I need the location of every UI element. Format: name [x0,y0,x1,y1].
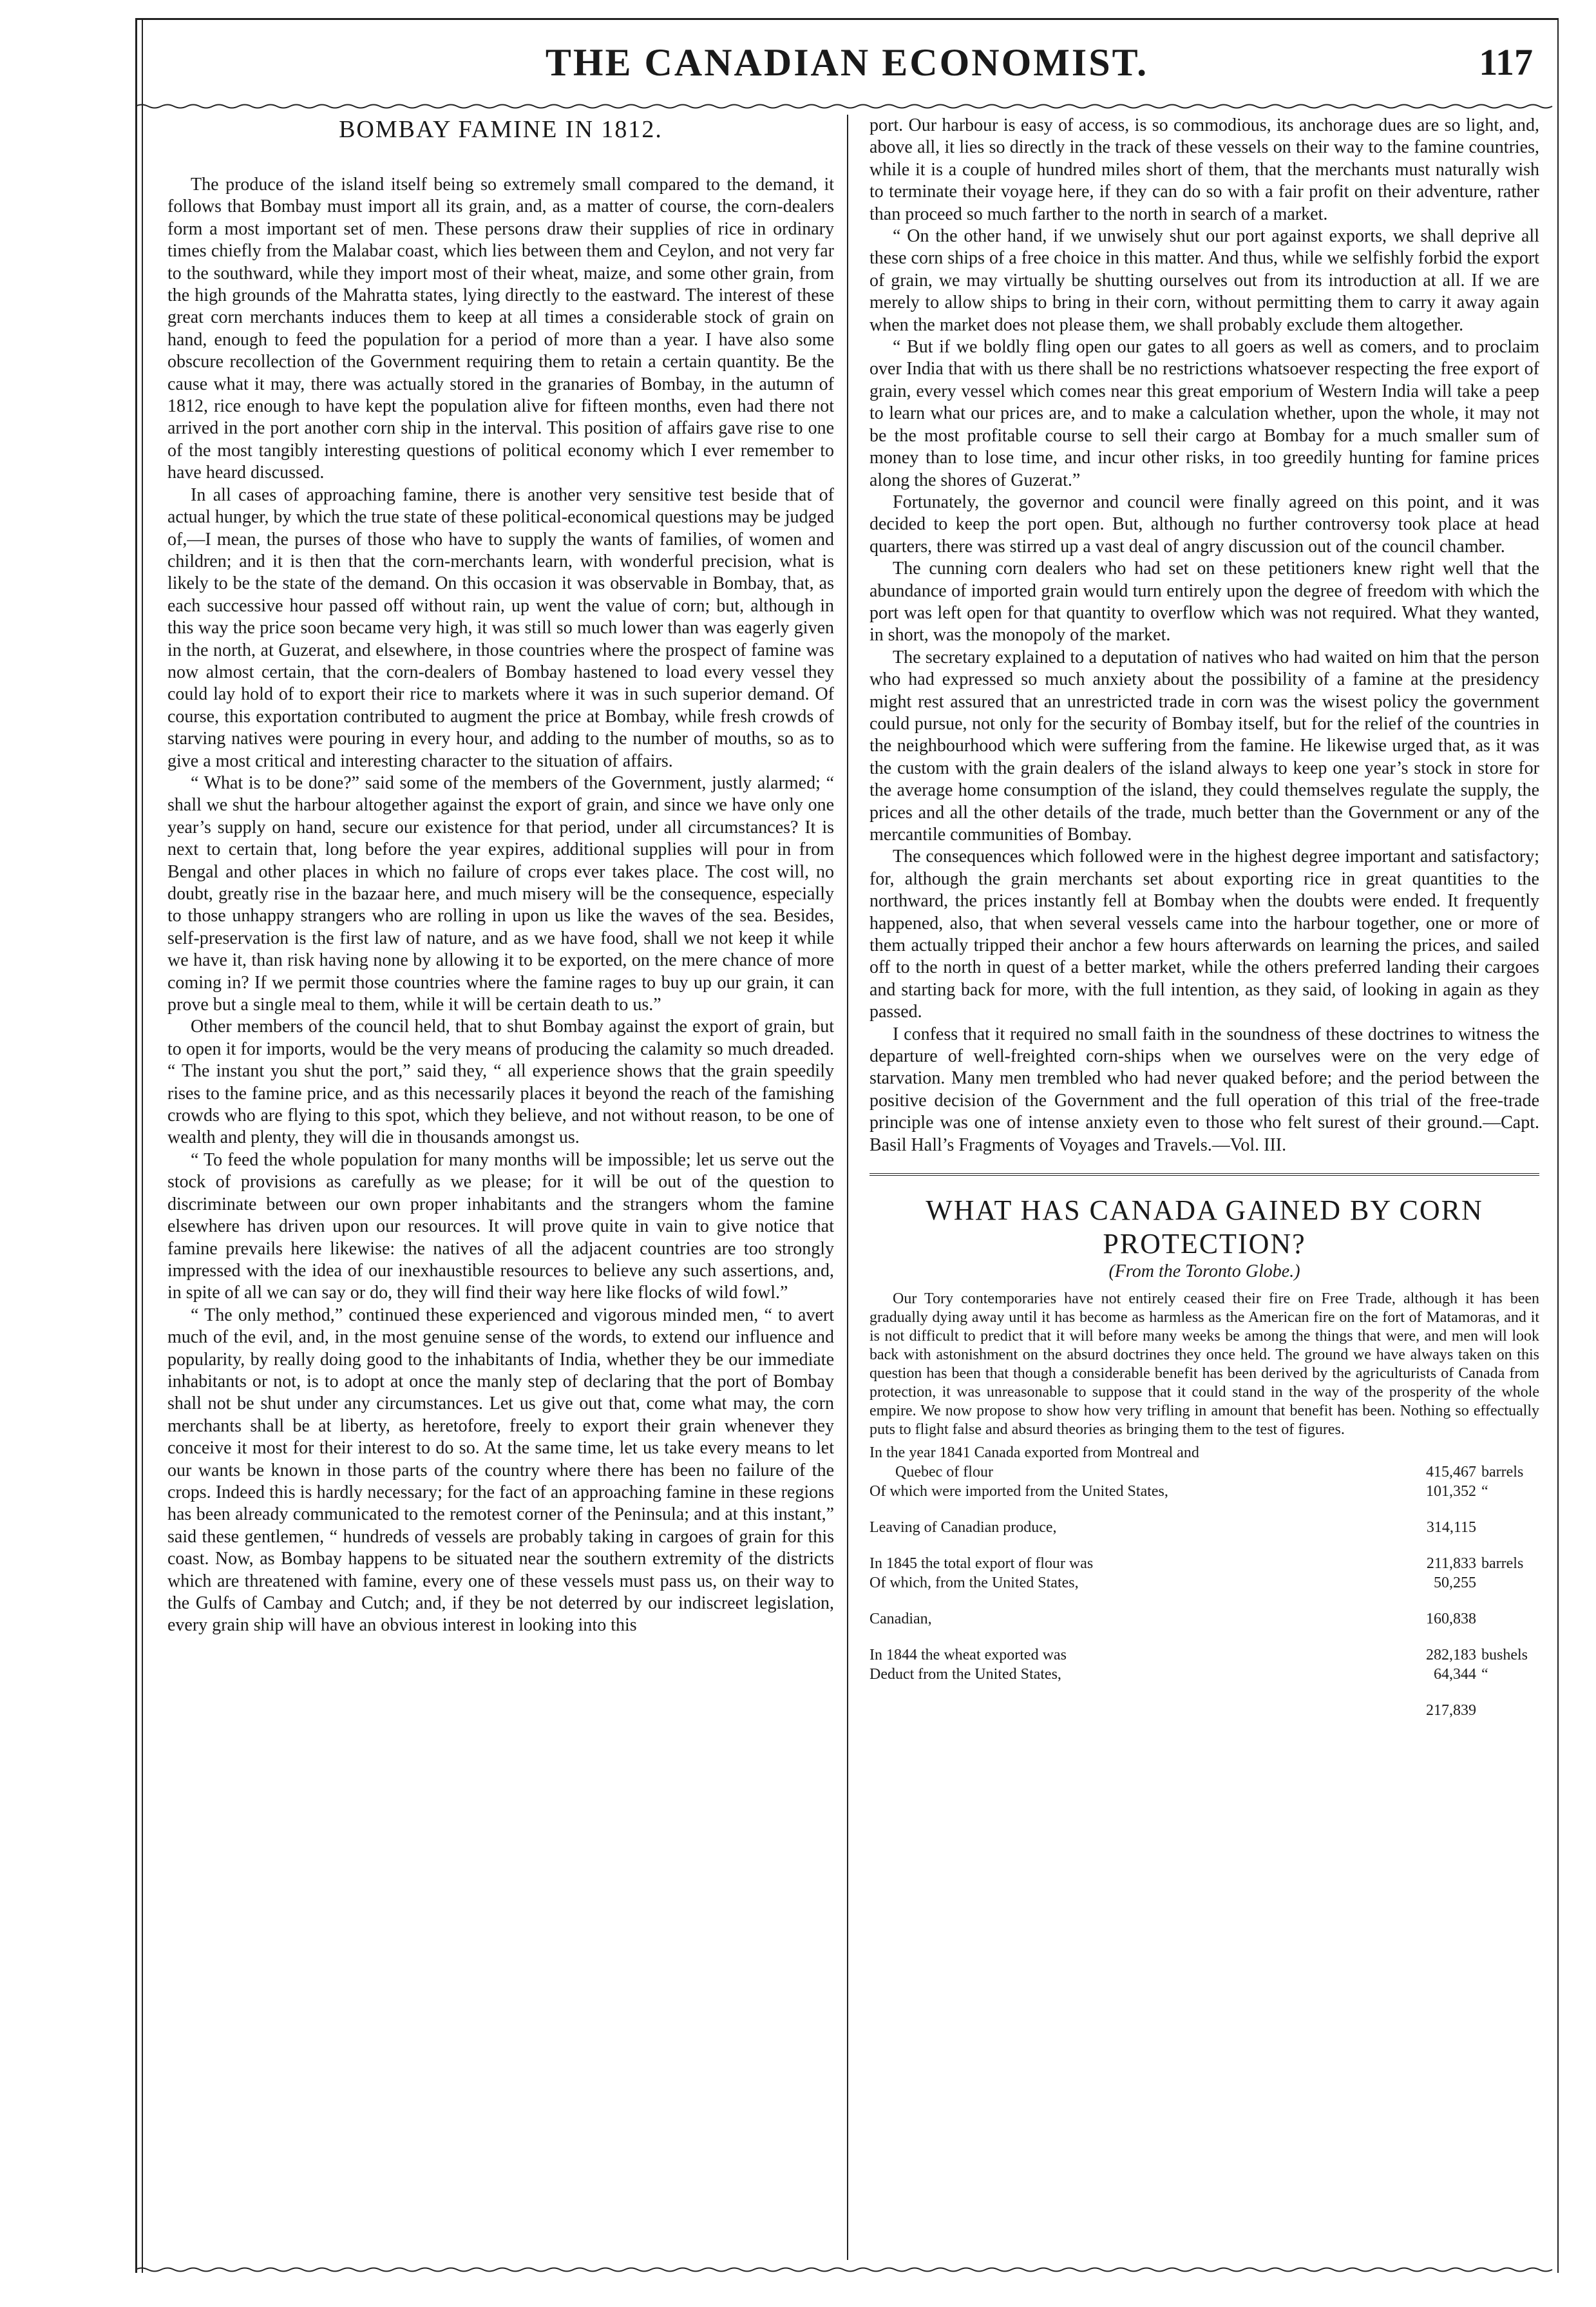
paragraph: The consequences which followed were in the highest degree important and satisfactory; for, although the grain merchants set about exporting rice in great quantities to the northward, the prices instantly fell at Bombay when the doubts were ended. It frequently happened, also, that when several vessels came into the harbour together, one or more of them actually tripped their anchor a few hours afterwards on learning the prices, and sailed off to the north in quest of a better market, while the others preferred landing their cargoes and starting back for more, with the full intention, as they said, of looking in again as they passed. [869,847,1539,1022]
stat-label [869,1501,1380,1518]
left-border [135,18,137,2273]
stat-value: 50,255 [1434,1574,1476,1591]
stat-value: 415,467 [1426,1463,1476,1480]
stat-value [1380,1501,1476,1518]
stat-label: In 1844 the wheat exported was [869,1646,1067,1663]
page-number: 117 [1479,41,1533,83]
table-row [869,1629,1539,1645]
stat-label: Of which were imported from the United States, [869,1482,1168,1500]
paragraph: “ To feed the whole population for many months will be impossible; let us serve out the stock of provisions as carefully as we please; for it will be out of the question to discriminate between our own proper inhabitants and the strangers whom the famine elsewhere has driven upon our resources. It will prove quite in vain to give notice that famine prevails here likewise: the natives of all the adjacent countries are too strongly impressed with the idea of our inexhaustible resources to believe any such assertions, and, in spite of all we can say or do, they will find their way here like flocks of wild fowl.” [167,1149,834,1303]
left-column [167,115,834,1637]
table-row [869,1462,1539,1482]
stat-value [1380,1537,1476,1554]
stat-label [869,1593,1380,1609]
stat-label [869,1684,1380,1701]
stat-label [869,1537,1380,1554]
table-row [869,1554,1539,1573]
table-row [869,1573,1539,1593]
stat-label: Leaving of Canadian produce, [869,1518,1057,1536]
table-row [869,1482,1539,1501]
paragraph: “ On the other hand, if we unwisely shut our port against exports, we shall deprive all these corn ships of a free choice in this matter. And thus, while we selfishly forbid the export of grain, we may virtually be shutting ourselves out from its introduction at all. If we are merely to allow ships to bring in their corn, without permitting them to carry it away again when the market does not please them, we shall probably exclude them altogether. [869,226,1539,335]
stat-value: 160,838 [1426,1610,1476,1627]
stat-value [1380,1629,1476,1645]
stat-value: 101,352 [1426,1482,1476,1500]
stat-unit [1476,1629,1539,1645]
paragraph: Other members of the council held, that to shut Bombay against the export of grain, but to open it for imports, would be the very means of producing the calamity so much dreaded. “ The instant you shut the port,” said they, “ all experience shows that the grain speedily rises to the famine price, and as this necessarily places it beyond the reach of the famishing crowds who are flying to this spot, which they believe, and not without reason, to be one of wealth and plenty, they will die in thousands amongst us. [167,1017,834,1148]
paragraph: “ But if we boldly fling open our gates to all goers as well as comers, and to proclaim over India that with us there shall be no restrictions whatsoever respecting the free export of grain, every vessel which comes near this great emporium of Western India will take a peep to learn what our prices are, and to make a calculation whether, upon the whole, it may not be the most profitable course to sell their cargo at Bombay for a much smaller sum of money than to lose time, and incur other risks, in too greedily hunting for famine prices along the shores of Guzerat.” [869,337,1539,490]
paragraph: I confess that it required no small faith in the soundness of these doctrines to witness the departure of well-freighted corn-ships when we ourselves were on the very edge of starvation. Many men trembled who had never quaked before; and the period between the positive decision of the Government and the full operation of this trial of the free-trade principle was one of intense anxiety even to those who felt surest of their ground.—Capt. Basil Hall’s Fragments of Voyages and Travels.—Vol. III. [869,1024,1539,1155]
stat-value: 64,344 [1434,1665,1476,1683]
paragraph: In all cases of approaching famine, there is another very sensitive test beside that of actual hunger, by which the true state of these political-economical questions may be judged of,—I mean, the purses of those who have to supply the wants of families, of women and children; and it is then that the corn-merchants learn, with wonderful precision, what is likely to be the state of the demand. On this occasion it was observable in Bombay, that, as each successive hour passed off without rain, up went the value of corn; but, although in this way the price soon became very high, it was still so much lower than was eagerly given in the north, at Guzerat, and elsewhere, in those countries where the prospect of famine was now almost certain, that the corn-dealers of Bombay hastened to load every vessel they could lay hold of to export their rice to markets where it was in such superior demand. Of course, this exportation contributed to augment the price at Bombay, while fresh crowds of starving natives were pouring in every hour, and adding to the number of mouths, so as to give a most critical and interesting character to the situation of affairs. [167,484,834,771]
stat-label: Deduct from the United States, [869,1665,1061,1683]
top-rule [135,18,1559,20]
stat-unit: barrels [1481,1463,1524,1480]
stat-unit [1476,1684,1539,1701]
left-border-inner [142,18,143,2273]
stat-label: In 1845 the total export of flour was [869,1555,1094,1572]
stat-unit: barrels [1481,1555,1524,1572]
masthead: THE CANADIAN ECONOMIST. [545,41,1149,84]
paragraph: “ The only method,” continued these experienced and vigorous minded men, “ to avert much of the evil, and, in the most genuine sense of the words, to extend our influence and popularity, by really doing good to the inhabitants of India, whether they be our immediate inhabitants or not, is to adopt at once the manly step of declaring that the port of Bombay shall not be shut under any circumstances. Let us give out that, come what may, the corn merchants shall be at liberty, as heretofore, freely to export their grain whenever they conceive it most for their interest to do so. At the same time, let us take every means to let our wants be known in those parts of the country where there has been no failure of the crops. Indeed this is hardly necessary; for the fact of an approaching famine in these regions has been already communicated to the remotest corner of the Peninsula; and at this instant,” said these gentlemen, “ hundreds of vessels are probably taking in cargoes of grain for this coast. Now, as Bombay happens to be situated near the southern extremity of the districts which are threatened with famine, every one of these vessels must pass us, on their way to the Gulfs of Cambay and Cutch; and, if they be not deterred by our indiscreet legislation, every grain ship will have an obvious interest in looking into this [167,1305,834,1636]
article-separator [869,1173,1539,1176]
export-statistics-table [869,1443,1539,1720]
stat-value [1380,1684,1476,1701]
table-row [869,1701,1539,1720]
stat-value: 282,183 [1426,1646,1476,1663]
table-row [869,1645,1539,1665]
table-row [869,1684,1539,1701]
stat-label: Of which, from the United States, [869,1574,1079,1591]
stat-label [869,1701,1380,1720]
stat-unit [1476,1537,1539,1554]
stat-unit [1476,1701,1539,1720]
stat-unit [1476,1593,1539,1609]
stat-unit [1476,1501,1539,1518]
stat-unit [1476,1518,1539,1537]
article-title: WHAT HAS CANADA GAINED BY CORN PROTECTION? [926,1194,1483,1260]
article-source: (From the Toronto Globe.) [1108,1261,1300,1282]
stat-label: Canadian, [869,1610,932,1627]
table-row [869,1609,1539,1629]
table-row [869,1443,1539,1462]
table-row [869,1501,1539,1518]
stat-unit: “ [1481,1665,1488,1683]
stat-value: 211,833 [1426,1555,1476,1572]
table-row [869,1518,1539,1537]
stat-label [869,1629,1380,1645]
paragraph: The cunning corn dealers who had set on these petitioners knew right well that the abundance of imported grain would turn entirely upon the degree of freedom with which the port was left open for that quantity to overflow which was not required. What they wanted, in short, was the monopoly of the market. [869,559,1539,646]
stat-value: 314,115 [1426,1518,1476,1536]
stat-unit [1476,1443,1539,1462]
paragraph: The produce of the island itself being so extremely small compared to the demand, it follows that Bombay must import all its grain, and, as a matter of course, the corn-dealers form a most important set of men. These persons draw their supplies of rice in ordinary times chiefly from the Malabar coast, which lies between them and Ceylon, and not very far to the southward, while they import most of their wheat, maize, and some other grain, from the high grounds of the Mahratta states, lying directly to the eastward. The interest of these great corn merchants induces them to keep at all times a considerable stock of grain on hand, enough to feed the population for a period of more than a year. I have also some obscure recollection of the Government requiring them to retain a certain quantity. Be the cause what it may, there was actually stored in the granaries of Bombay, in the autumn of 1812, rice enough to have kept the population alive for fifteen months, even had there not arrived in the port another corn ship in the interval. This position of affairs gave rise to one of the most tangibly interesting questions of political economy which I ever remember to have heard discussed. [167,175,834,483]
paragraph: “ What is to be done?” said some of the members of the Government, justly alarmed; “ shall we shut the harbour altogether against the export of grain, and since we have only one year’s supply on hand, secure our existence for that period, under all circumstances? It is next to certain that, long before the year expires, additional supplies will pour in from Bengal and other places in which no failure of crops ever takes place. The cost will, no doubt, greatly rise in the bazaar here, and much misery will be the consequence, especially to those unhappy strangers who are rolling in upon us like the waves of the sea. Besides, self-preservation is the first law of nature, and as we have food, shall we not keep it while we have it, than risk having none by allowing it to be exported, on the mere chance of more coming in? If we permit those countries where the famine rages to buy up our grain, it can prove but a single meal to them, while it will be certain death to us.” [167,772,834,1015]
stat-unit: “ [1481,1482,1488,1500]
paragraph: The secretary explained to a deputation of natives who had waited on him that the person who had expressed so much anxiety about the possibility of a famine at the presidency might rest assured that an unrestricted trade in corn was the wisest policy the government could pursue, not only for the security of Bombay itself, but for the relief of the countries in the neighbourhood which were suffering from the famine. He likewise urged that, as it was the custom with the grain dealers of the island always to keep one year’s stock in store for the average home consumption of the island, they could themselves regulate the supply, the prices and all the other details of the trade, much better than the Government or any of the mercantile communities of Bombay. [869,647,1539,845]
stat-value [1380,1593,1476,1609]
right-column [869,115,1539,1720]
page-header [135,27,1559,104]
bottom-wavy-rule [135,2266,1559,2273]
newspaper-page [39,18,1559,2286]
stat-label: In the year 1841 Canada exported from Montreal and [869,1444,1199,1461]
paragraph: Our Tory contemporaries have not entirely ceased their fire on Free Trade, although it has been gradually dying away until it has become as harmless as the American fire on the fort of Matamoras, and it is not difficult to predict that it will before many weeks be among the things that were, and men will look back with astonishment on the absurd doctrines they once held. The ground we have always taken on this question has been that though a considerable benefit has been derived by the agriculturists of Canada from protection, it was unreasonable to suppose that it could stand in the way of the prosperity of the whole empire. We now propose to show how very trifling in amount that benefit has been. Nothing so effectually puts to flight false and absurd theories as bringing them to the test of figures. [869,1290,1539,1438]
stat-unit: bushels [1481,1646,1528,1663]
article-title: BOMBAY FAMINE IN 1812. [339,116,663,143]
header-wavy-rule [135,103,1559,110]
stat-unit [1476,1609,1539,1629]
stat-label: Quebec of flour [895,1463,993,1480]
table-row [869,1665,1539,1684]
table-row [869,1593,1539,1609]
stat-value [1380,1443,1476,1462]
paragraph: port. Our harbour is easy of access, is so commodious, its anchorage dues are so light, and, above all, it lies so directly in the track of these vessels on their way to the famine countries, while it is a couple of hundred miles short of them, that the merchants must naturally wish to terminate their voyage here, if they can do so with a fair profit on their adventure, rather than proceed so much farther to the north in search of a market. [869,115,1539,224]
stat-value: 217,839 [1426,1701,1476,1719]
stat-unit [1476,1573,1539,1593]
paragraph: Fortunately, the governor and council were finally agreed on this point, and it was decided to keep the port open. But, although no further controversy took place at head quarters, there was stirred up a vast deal of angry discussion out of the council chamber. [869,492,1539,557]
column-rule [847,115,848,2260]
table-row [869,1537,1539,1554]
right-border [1557,18,1559,2273]
